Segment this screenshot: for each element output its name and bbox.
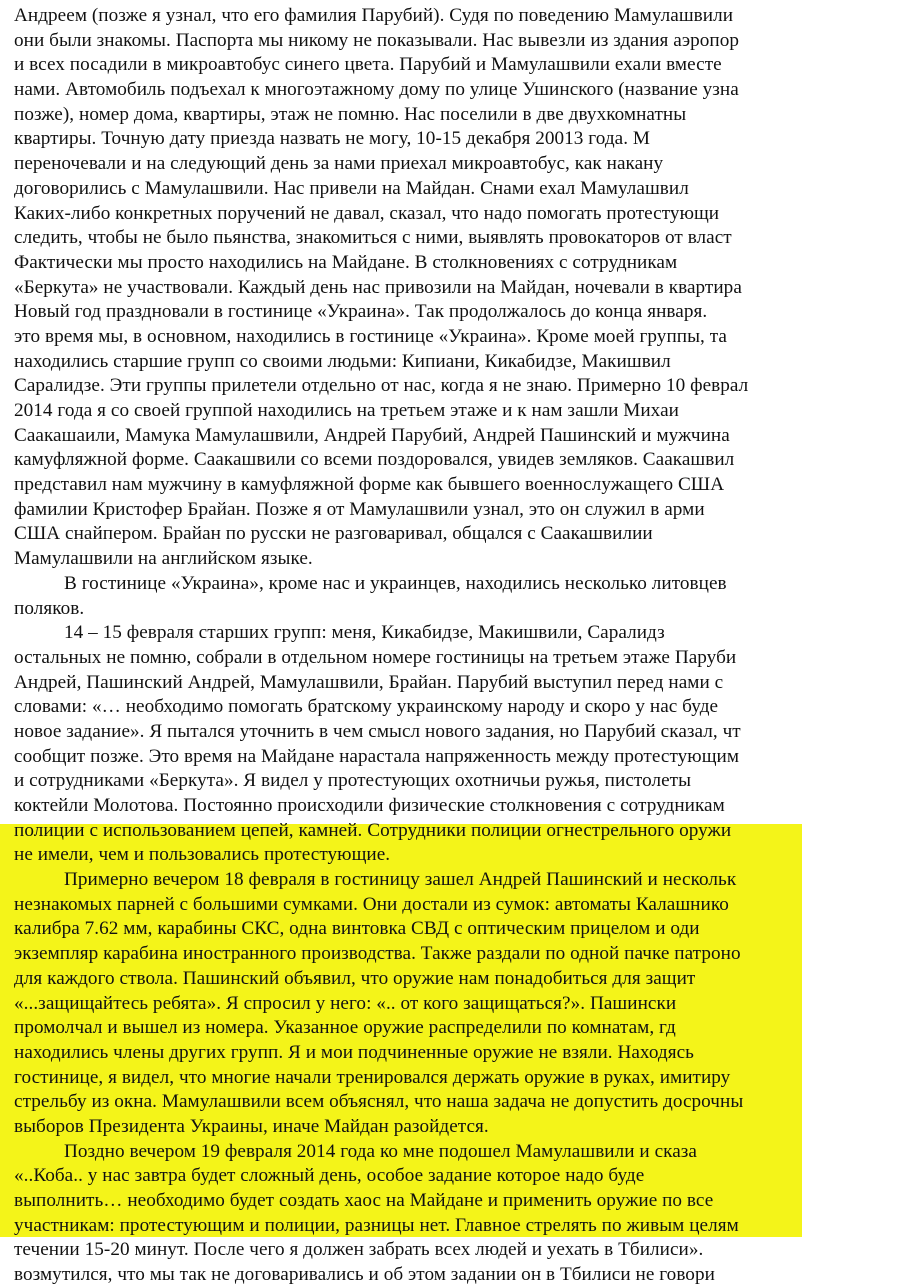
text-line: выборов Президента Украины, иначе Майдан разойдется. [14, 1115, 489, 1137]
text-line: камуфляжной форме. Саакашвили со всеми поздоровался, увидев земляков. Саакашвил [14, 449, 735, 471]
text-line: договорились с Мамулашвили. Нас привели на Майдан. Снами ехал Мамулашвил [14, 177, 689, 199]
text-line: нами. Автомобиль подъехал к многоэтажному дому по улице Ушинского (название узна [14, 79, 739, 101]
text-line: словами: «… необходимо помогать братскому украинскому народу и скоро у нас буде [14, 696, 719, 718]
text-line: это время мы, в основном, находились в гостинице «Украина». Кроме моей группы, та [14, 325, 727, 347]
paragraph [14, 572, 914, 621]
text-line: Саакашаили, Мамука Мамулашвили, Андрей Парубий, Андрей Пашинский и мужчина [14, 424, 730, 446]
text-line: Андреем (позже я узнал, что его фамилия Парубий). Судя по поведению Мамулашвили [14, 5, 734, 26]
text-line: В гостинице «Украина», кроме нас и украинцев, находились несколько литовцев [64, 572, 727, 594]
text-line: гостинице, я видел, что многие начали тренировался держать оружие в руках, имитиру [14, 1066, 731, 1088]
text-line: Примерно вечером 18 февраля в гостиницу зашел Андрей Пашинский и нескольк [64, 869, 737, 891]
text-line: позже), номер дома, квартиры, этаж не помню. Нас поселили в две двухкомнатны [14, 103, 687, 125]
text-line: для каждого ствола. Пашинский объявил, что оружие нам понадобиться для защит [14, 967, 696, 989]
document-text [14, 4, 914, 1288]
text-line: Фактически мы просто находились на Майдане. В столкновениях с сотрудникам [14, 251, 678, 273]
text-line: Андрей, Пашинский Андрей, Мамулашвили, Брайан. Парубий выступил перед нами с [14, 671, 724, 693]
text-line: полиции с использованием цепей, камней. Сотрудники полиции огнестрельного оружи [14, 819, 732, 841]
text-line: Мамулашвили на английском языке. [14, 548, 313, 570]
paragraph [14, 1140, 914, 1288]
text-line: находились члены других групп. Я и мои подчиненные оружие не взяли. Находясь [14, 1041, 694, 1063]
text-line: представил нам мужчину в камуфляжной форме как бывшего военнослужащего США [14, 474, 725, 496]
text-line: Каких-либо конкретных поручений не давал, сказал, что надо помогать протестующи [14, 202, 720, 224]
text-line: следить, чтобы не было пьянства, знакомиться с ними, выявлять провокаторов от власт [14, 227, 732, 249]
text-line: фамилии Кристофер Брайан. Позже я от Мамулашвили узнал, это он служил в арми [14, 498, 705, 520]
text-line: поляков. [14, 597, 85, 619]
text-line: выполнить… необходимо будет создать хаос на Майдане и применить оружие по все [14, 1190, 714, 1211]
text-line: они были знакомы. Паспорта мы никому не показывали. Нас вывезли из здания аэропор [14, 29, 739, 51]
text-line: Новый год праздновали в гостинице «Украина». Так продолжалось до конца января. [14, 301, 708, 323]
text-line: сообщит позже. Это время на Майдане нарастала напряженность между протестующим [14, 745, 740, 767]
text-line: 14 – 15 февраля старших групп: меня, Кикабидзе, Макишвили, Саралидз [64, 622, 665, 644]
text-line: новое задание». Я пытался уточнить в чем смысл нового задания, но Парубий сказал, чт [14, 720, 741, 742]
text-line: Саралидзе. Эти группы прилетели отдельно от нас, когда я не знаю. Примерно 10 феврал [14, 375, 749, 397]
text-line: 2014 года я со своей группой находились на третьем этаже и к нам зашли Михаи [14, 400, 679, 421]
text-line: возмутился, что мы так не договаривались и об этом задании он в Тбилиси не говори [14, 1264, 715, 1286]
text-line: коктейли Молотова. Постоянно происходили физические столкновения с сотрудникам [14, 795, 725, 816]
text-line: квартиры. Точную дату приезда назвать не могу, 10-15 декабря 20013 года. М [14, 128, 651, 150]
text-line: и сотрудниками «Беркута». Я видел у протестующих охотничьи ружья, пистолеты [14, 770, 692, 792]
text-line: Поздно вечером 19 февраля 2014 года ко мне подошел Мамулашвили и сказа [64, 1140, 697, 1162]
text-line: «Беркута» не участвовали. Каждый день нас привозили на Майдан, ночевали в квартира [14, 276, 742, 298]
paragraph [14, 621, 914, 868]
text-line: остальных не помню, собрали в отдельном номере гостиницы на третьем этаже Паруби [14, 646, 737, 668]
paragraph [14, 868, 914, 1140]
text-line: участникам: протестующим и полиции, разницы нет. Главное стрелять по живым целям [14, 1214, 739, 1236]
text-line: экземпляр карабина иностранного производства. Также раздали по одной пачке патроно [14, 943, 741, 965]
text-line: промолчал и вышел из номера. Указанное оружие распределили по комнатам, гд [14, 1017, 676, 1039]
text-line: течении 15-20 минут. После чего я должен забрать всех людей и уехать в Тбилиси». [14, 1239, 704, 1261]
text-line: калибра 7.62 мм, карабины СКС, одна винтовка СВД с оптическим прицелом и оди [14, 918, 700, 940]
text-line: незнакомых парней с большими сумками. Они достали из сумок: автоматы Калашнико [14, 893, 729, 915]
text-line: США снайпером. Брайан по русски не разговаривал, общался с Саакашвилии [14, 523, 653, 545]
text-line: «...защищайтесь ребята». Я спросил у него: «.. от кого защищаться?». Пашински [14, 992, 677, 1014]
paragraph [14, 4, 914, 572]
text-line: «..Коба.. у нас завтра будет сложный день, особое задание которое надо буде [14, 1165, 645, 1187]
text-line: находились старшие групп со своими людьми: Кипиани, Кикабидзе, Макишвил [14, 350, 671, 372]
text-line: и всех посадили в микроавтобус синего цвета. Парубий и Мамулашвили ехали вместе [14, 54, 722, 76]
text-line: не имели, чем и пользовались протестующие. [14, 844, 391, 866]
text-line: переночевали и на следующий день за нами приехал микроавтобус, как накану [14, 153, 664, 175]
text-line: стрельбу из окна. Мамулашвили всем объяснял, что наша задача не допустить досрочны [14, 1091, 744, 1113]
